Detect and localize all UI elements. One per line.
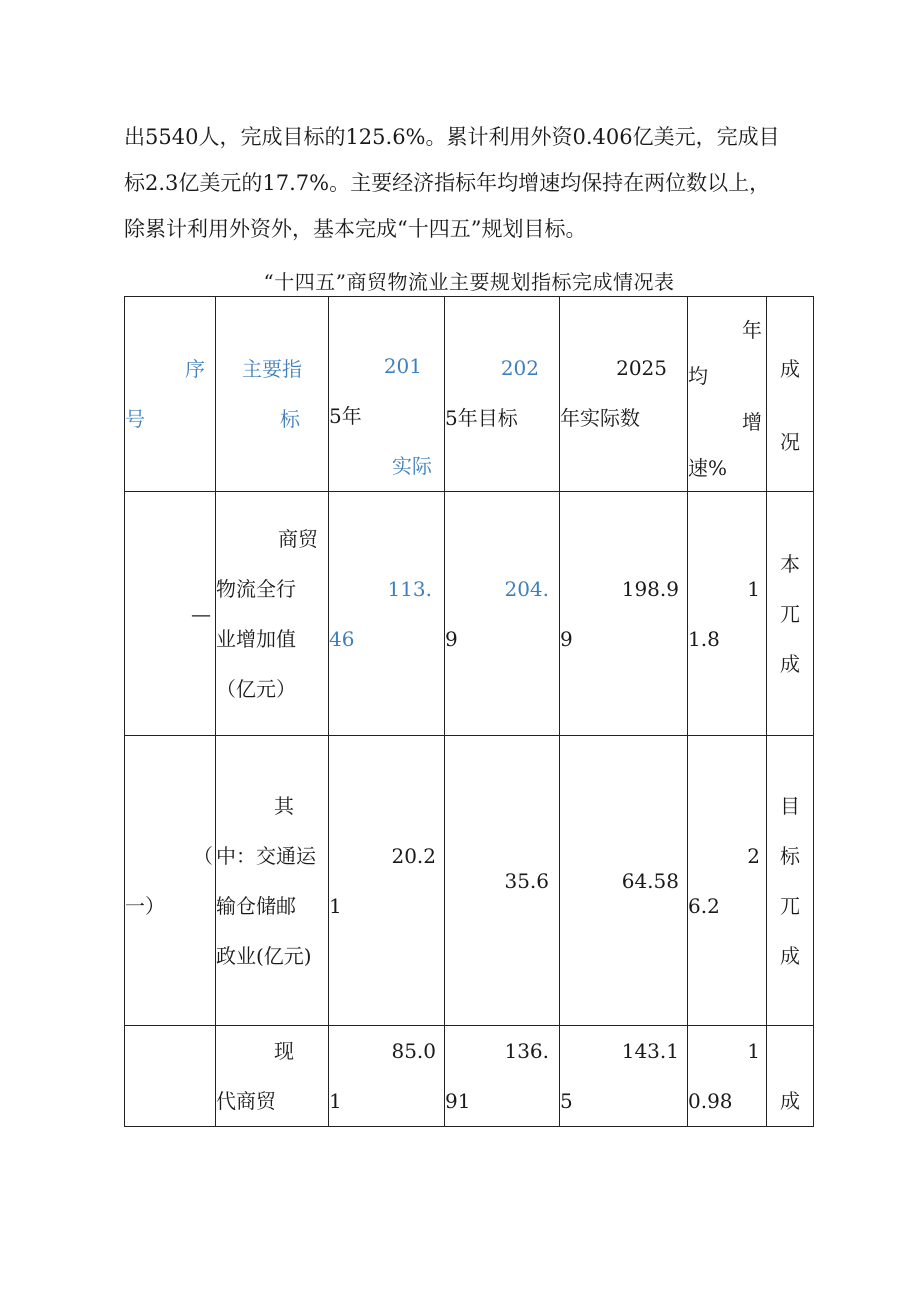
- row3-2015-line-1: 85.0: [391, 1039, 436, 1063]
- header-2025-actual-line-1: 2025: [616, 356, 667, 380]
- header-2025-actual-line-2: 年实际数: [560, 406, 640, 430]
- row2-growth-line-1: 2: [747, 843, 760, 868]
- row3-2025-target: [445, 1026, 560, 1127]
- header-growth-line-4: 速%: [688, 456, 728, 480]
- row1-seq-line-1: —: [191, 601, 211, 626]
- row1-growth-line-2: 1.8: [688, 626, 720, 651]
- row2-seq: [125, 736, 216, 1026]
- table-row: [125, 492, 814, 736]
- row3-seq: [125, 1026, 216, 1127]
- header-growth: [688, 297, 767, 492]
- row2-seq-line-2: 一）: [125, 893, 165, 918]
- paragraph-line-2: 标2.3亿美元的17.7%。主要经济指标年均增速均保持在两位数以上，: [124, 171, 771, 195]
- row1-2025-actual-line-1: 198.9: [621, 576, 679, 601]
- header-2015-actual: [329, 297, 445, 492]
- header-2025-target-line-2: 5年目标: [445, 406, 518, 430]
- row3-2025-actual: [560, 1026, 688, 1127]
- row2-growth-line-2: 6.2: [688, 893, 720, 918]
- row2-indicator-line-3: 输仓储邮: [216, 893, 296, 918]
- table-header-row: [125, 297, 814, 492]
- row3-growth-line-1: 1: [747, 1039, 760, 1063]
- row2-2025-target-line-1: 35.6: [504, 868, 549, 893]
- row3-status-line-1: 成: [780, 1089, 800, 1113]
- header-status: [767, 297, 814, 492]
- header-seq-line-2: 号: [125, 407, 145, 431]
- header-seq: [125, 297, 216, 492]
- row1-status: [767, 492, 814, 736]
- row3-2025-actual-line-1: 143.1: [621, 1039, 679, 1063]
- row2-seq-line-1: （: [193, 843, 213, 868]
- row1-2015-line-1: 113.: [387, 576, 432, 601]
- row1-growth: [688, 492, 767, 736]
- row2-status-line-1: 目: [780, 793, 800, 818]
- header-seq-line-1: 序: [185, 357, 205, 381]
- header-indicator-line-1: 主要指: [242, 357, 302, 381]
- row2-status: [767, 736, 814, 1026]
- row2-2025-actual: [560, 736, 688, 1026]
- row2-2015-line-1: 20.2: [391, 843, 436, 868]
- body-paragraph: [124, 114, 824, 252]
- row2-indicator-line-4: 政业(亿元): [216, 943, 312, 968]
- row2-status-line-3: 兀: [780, 893, 800, 918]
- row1-indicator-line-2: 物流全行: [216, 576, 296, 601]
- row3-indicator: [216, 1026, 329, 1127]
- header-growth-line-1: 年: [742, 318, 762, 342]
- row1-indicator: [216, 492, 329, 736]
- row1-indicator-line-4: （亿元）: [216, 676, 296, 701]
- header-growth-line-2: 均: [688, 364, 708, 388]
- header-2025-actual: [560, 297, 688, 492]
- row2-status-line-2: 标: [780, 843, 800, 868]
- row2-2025-target: [445, 736, 560, 1026]
- row1-status-line-2: 兀: [780, 601, 800, 626]
- row3-2015-line-2: 1: [329, 1089, 342, 1113]
- row1-2025-target-line-1: 204.: [504, 576, 549, 601]
- row3-status: [767, 1026, 814, 1127]
- header-2015-line-3: 实际: [392, 454, 432, 478]
- row3-2025-actual-line-2: 5: [560, 1089, 573, 1113]
- table-row: [125, 1026, 814, 1127]
- row1-2025-actual: [560, 492, 688, 736]
- row1-status-line-3: 成: [780, 651, 800, 676]
- header-status-line-2: 况: [780, 430, 800, 454]
- paragraph-line-1: 出5540人，完成目标的125.6%。累计利用外资0.406亿美元，完成目: [124, 125, 780, 149]
- row3-2025-target-line-2: 91: [445, 1089, 471, 1113]
- row1-2025-target: [445, 492, 560, 736]
- header-2015-line-2: 5年: [329, 404, 362, 428]
- row2-indicator: [216, 736, 329, 1026]
- row2-growth: [688, 736, 767, 1026]
- header-2025-target-line-1: 202: [500, 356, 539, 380]
- row3-2025-target-line-1: 136.: [504, 1039, 549, 1063]
- header-indicator: [216, 297, 329, 492]
- row3-indicator-line-1: 现: [274, 1039, 294, 1063]
- row1-growth-line-1: 1: [747, 576, 760, 601]
- row2-indicator-line-2: 中：交通运: [216, 843, 316, 868]
- header-2025-target: [445, 297, 560, 492]
- row3-growth: [688, 1026, 767, 1127]
- header-status-line-1: 成: [780, 357, 800, 381]
- row1-indicator-line-1: 商贸: [278, 526, 318, 551]
- row1-indicator-line-3: 业增加值: [216, 626, 296, 651]
- header-growth-line-3: 增: [742, 410, 762, 434]
- table-row: [125, 736, 814, 1026]
- header-2015-line-1: 201: [383, 354, 422, 378]
- table-caption: “十四五”商贸物流业主要规划指标完成情况表: [263, 270, 675, 294]
- row1-2015-line-2: 46: [329, 626, 355, 651]
- indicator-table: [124, 296, 814, 1127]
- header-indicator-line-2: 标: [280, 407, 300, 431]
- paragraph-line-3: 除累计利用外资外，基本完成“十四五”规划目标。: [124, 217, 587, 241]
- row1-2025-target-line-2: 9: [445, 626, 458, 651]
- row1-seq: [125, 492, 216, 736]
- row3-growth-line-2: 0.98: [688, 1089, 733, 1113]
- row3-indicator-line-2: 代商贸: [216, 1089, 276, 1113]
- row2-indicator-line-1: 其: [274, 793, 294, 818]
- row2-status-line-4: 成: [780, 943, 800, 968]
- row3-2015-actual: [329, 1026, 445, 1127]
- row2-2015-actual: [329, 736, 445, 1026]
- row1-2015-actual: [329, 492, 445, 736]
- row1-status-line-1: 本: [780, 551, 800, 576]
- row2-2015-line-2: 1: [329, 893, 342, 918]
- row2-2025-actual-line-1: 64.58: [621, 868, 679, 893]
- row1-2025-actual-line-2: 9: [560, 626, 573, 651]
